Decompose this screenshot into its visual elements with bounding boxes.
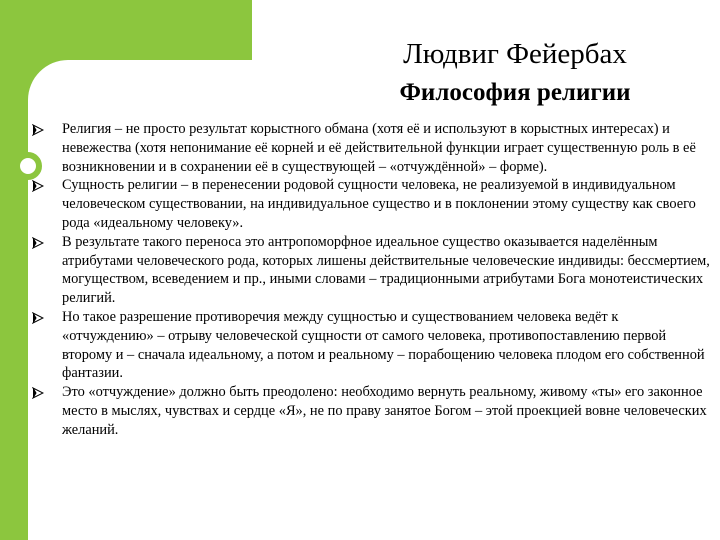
arrow-bullet-icon [32, 180, 44, 192]
arrow-bullet-icon [32, 124, 44, 136]
decorative-green-strip [0, 132, 28, 540]
arrow-bullet-icon [32, 312, 44, 324]
list-item-text: Но такое разрешение противоречия между сущностью и существованием человека ведёт к «отчуждению» – отрыву человеческой сущности от самого человека, противопоставлению первой второму и – сначала идеальному, а потом и реальному – порабощению человека плодом его собственной фантазии. [62, 308, 705, 382]
bullet-list [30, 120, 710, 440]
list-item [30, 176, 710, 232]
list-item-text: Это «отчуждение» должно быть преодолено: необходимо вернуть реальному, живому «ты» его законное место в мыслях, чувствах и сердце «Я», не по праву занятое Богом – этой проекцией вовне человеческих желаний. [62, 384, 707, 438]
slide-subtitle: Философия религии [399, 79, 631, 106]
slide-title: Людвиг Фейербах [403, 38, 627, 70]
list-item [30, 233, 710, 308]
list-item-text: Сущность религии – в перенесении родовой сущности человека, не реализуемой в индивидуальном человеческом существовании, на индивидуальное существо и в поклонении этому существу как своего рода «идеальному человеку». [62, 177, 696, 231]
list-item [30, 383, 710, 439]
list-item [30, 120, 710, 176]
arrow-bullet-icon [32, 237, 44, 249]
arrow-bullet-icon [32, 387, 44, 399]
title-block [330, 36, 700, 108]
list-item [30, 308, 710, 383]
list-item-text: В результате такого переноса это антропоморфное идеальное существо оказывается наделённым атрибутами человеческого рода, которых лишены действительные человеческие индивиды: бессмертием, могуществом, всеведением и пр., иными словами – традиционными атрибутами Бога монотеистических религий. [62, 233, 710, 307]
list-item-text: Религия – не просто результат корыстного обмана (хотя её и используют в корыстных интересах) и невежества (хотя непонимание её корней и её действительной функции играет существенную роль в её возникновении и в сохранении её в существующей – «отчуждённой» – форме). [62, 121, 696, 175]
